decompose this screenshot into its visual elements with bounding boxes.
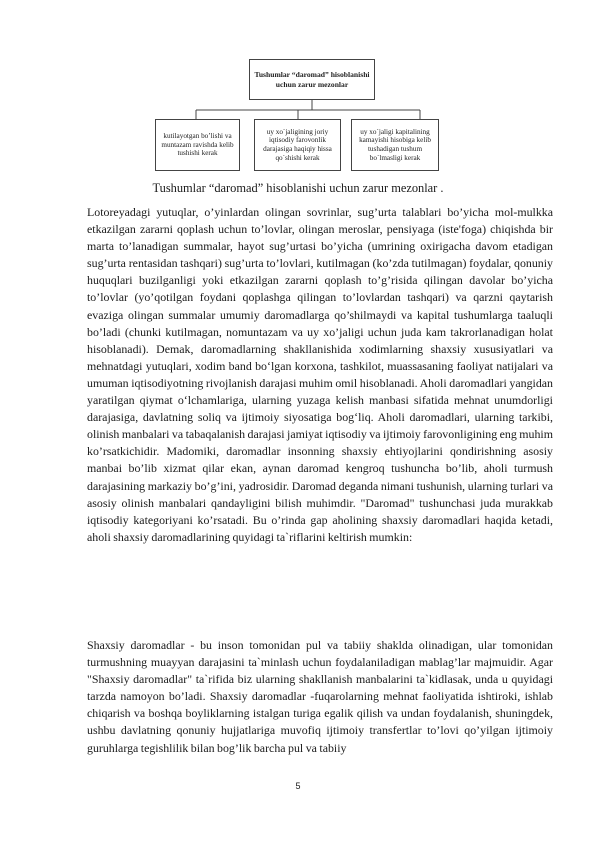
diagram-box-2: uy xo`jaligining joriy iqtisodiy farovonlik darajasiga haqiqiy hissa qo`shishi kerak: [254, 119, 341, 171]
body-paragraph-1: Lotoreyadagi yutuqlar, o’yinlardan olingan sovrinlar, sug’urta talablari bo’yicha mol-mulkka etkazilgan zararni qoplash uchun to’lovlar, olingan meroslar, pensiyaga (iste'foga) chiqishda bir marta to’lanadigan summalar, hayot sug’urtasi bo’yicha (umrining oxirigacha davom etadigan sug’urta rentasidan tashqari) sug’urta to’lovlari, kutilmagan (ko’zda tutilmagan) foydalar, qonuniy huquqlari buzilganligi yoki etkazilgan zararni qoplash to’g’risida qilingan davolar bo’yicha to’lovlar (yo’qotilgan foydani qoplashga qilingan to’lovlardan tashqari) va qarzni qaytarish evaziga olingan summalar umumiy daromadlarga qo’shilmaydi va kapital tushumlarga taaluqli bo’ladi (chunki kutilmagan, nomuntazam va uy xo’jaligi uchun juda kam takrorlanadigan holat hisoblanadi). Demak, daromadlarning shakllanishida xodimlarning shaxsiy xususiyatlari va mehnatdagi yutuqlari, xodim band bo‘lgan korxona, tashkilot, muassasaning faoliyat natijalari va umuman iqtisodiyotning rivojlanish darajasi muhim omil hisoblanadi. Aholi daromadlari yangidan yaratilgan qiymat o‘lchamlariga, ularning yuzaga kelish manbasi sifatida mehnat unumdorligi darajasiga, davlatning soliq va ijtimoiy siyosatiga bog‘liq. Aholi daromadlari, ularning tarkibi, olinish manbalari va tabaqalanish darajasi jamiyat iqtisodiy va ijtimoiy farovonligining eng muhim ko’rsatkichidir. Madomiki, daromadlar insonning shaxsiy ehtiyojlarini qondirishning asosiy manbai bo’lib xizmat qilar ekan, aynan daromad kengroq tushuncha bo’lib, aholi turmush darajasining markaziy bo’g’ini, yadrosidir. Daromad deganda nimani tushunish, ularning turlari va asosiy olinish manbalari qandayligini bilish muhimdir. "Daromad" tushunchasi juda murakkab iqtisodiy kategoriyani ko’rsatadi. Bu o’rinda gap aholining shaxsiy daromadlari haqida ketadi, aholi shaxsiy daromadlarining quyidagi ta`riflarini keltirish mumkin:: [87, 205, 553, 544]
criteria-diagram: [0, 0, 596, 180]
diagram-top-box: Tushumlar “daromad” hisoblanishi uchun zarur mezonlar: [249, 59, 375, 100]
body-paragraph-2: Shaxsiy daromadlar - bu inson tomonidan pul va tabiiy shaklda olinadigan, ular tomonidan turmushning muayyan darajasini ta`minlash uchun foydalaniladigan mablag’lar majmuidir. Agar "Shaxsiy daromadlar" ta`rifida biz ularning shakllanish manbalarini ta`kidlasak, unda u quyidagi tarzda namoyon bo’ladi. Shaxsiy daromadlar -fuqarolarning mehnat faoliyatida ishtiroki, ishlab chiqarish va boshqa boyliklarning istalgan turiga egalik qilish va undan foydalanish, shuningdek, ushbu davlatning qonuniy hujjatlariga muvofiq ijtimoiy transfertlar to’lovi qo’yilgan ijtimoiy guruhlarga tegishlilik bilan bog’lik barcha pul va tabiiy: [87, 638, 553, 755]
diagram-box-1: kutilayotgan bo’lishi va muntazam ravishda kelib tushishi kerak: [155, 119, 240, 171]
diagram-box-3: uy xo`jaligi kapitalining kamayishi hisobiga kelib tushadigan tushum bo`lmasligi kerak: [351, 119, 439, 171]
diagram-caption: Tushumlar “daromad” hisoblanishi uchun zarur mezonlar .: [152, 181, 444, 195]
page-number: 5: [295, 781, 301, 791]
